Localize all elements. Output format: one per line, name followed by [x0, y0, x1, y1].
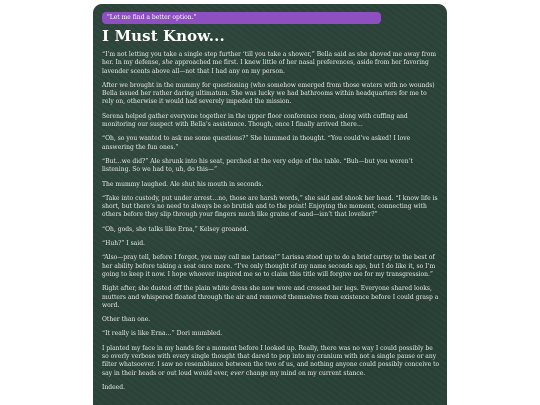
- story-paragraph: [102, 82, 440, 107]
- story-paragraph: [102, 345, 440, 378]
- story-paragraph: [102, 384, 440, 392]
- story-paragraph: [102, 330, 440, 338]
- paragraph-text: “Oh, so you wanted to ask me some questions?” She hummed in thought. “You could’ve asked! I love answering the fun ones.”: [102, 135, 411, 151]
- paragraph-text: change my mind on my current stance.: [243, 369, 366, 377]
- paragraph-text: Serena helped gather everyone together in the upper floor conference room, along with cuffing and monitoring our suspect with Bella’s assistance. Though, once I finally arrived there…: [102, 112, 408, 129]
- paragraph-text: Other than one.: [102, 316, 151, 324]
- story-body: [102, 51, 440, 392]
- story-paragraph: [102, 240, 440, 248]
- paragraph-text: “But…we did?” Ale shrunk into his seat, perched at the very edge of the table. “Buh—but you weren’t listening. So we had to, uh, do this—”: [102, 157, 413, 174]
- paragraph-text: “It really is like Erna…” Dori mumbled.: [102, 330, 223, 338]
- paragraph-text: “Huh?” I said.: [102, 240, 145, 248]
- emphasized-text: ever: [230, 369, 244, 377]
- story-paragraph: [102, 254, 440, 279]
- quote-tag: "Let me find a better option.": [102, 12, 381, 24]
- story-paragraph: [102, 158, 440, 175]
- paragraph-text: approached me first. I knew little of her nasal preferences, aside from her favoring lavender scents above all—not that I had any on my person.: [102, 59, 429, 75]
- paragraph-text: “Also—pray tell, before I forgot, you may call me Larissa!” Larissa stood up to do a brief curtsy to the best of her ability before taking a seat once more. “I’ve only thought of my name seconds ago, but I do like it, so I’m going to keep it now. I hope whoever inspired me so to claim this title will forgive me for my transgression.”: [102, 254, 436, 278]
- paragraph-text: I planted my face in my hands for a moment before I looked up. Really, there was no way I could possibly be so overly verbose with every single thought that dared to pop into my cranium with not a single pause or any filter whatsoever. I saw no resemblance between the two of us, and nothing anyone could possibly conceive to say in their heads or out loud would ever,: [102, 344, 440, 377]
- story-paragraph: [102, 181, 440, 189]
- story-paragraph: [102, 226, 440, 234]
- story-paragraph: [102, 285, 440, 310]
- story-title: I Must Know...: [102, 27, 225, 45]
- paragraph-text: “I’m not letting you take a single step further ‘till you take a shower,” Bella said as she shoved me away from her. In my defense,: [102, 51, 437, 67]
- emphasized-text: she: [162, 59, 173, 67]
- story-paragraph: [102, 195, 440, 220]
- paragraph-text: “Oh, gods, she talks like Erna,” Kelsey groaned.: [102, 225, 249, 233]
- paragraph-text: “Take into custody, put under arrest…no, those are harsh words,” she said and shook her head. “I know life is short, but there’s no need to always be so brutish and to the point! Enjoying the moment, connecting with others before they slip through your fingers much like grains of sand—isn’t that lovelier?”: [102, 194, 438, 219]
- story-paragraph: [102, 51, 440, 76]
- paragraph-text: After we brought in the mummy for questioning (who somehow emerged from those waters with no wounds) Bella issued her rather daring ultimatum. She was lucky we had bathrooms within headquarters for me to rely on, otherwise it would had severely impeded the mission.: [102, 81, 435, 106]
- paragraph-text: Indeed.: [102, 383, 125, 391]
- story-paragraph: [102, 316, 440, 324]
- story-panel: [93, 4, 447, 405]
- story-paragraph: [102, 135, 440, 152]
- story-paragraph: [102, 113, 440, 130]
- paragraph-text: The mummy laughed. Ale shut his mouth in seconds.: [102, 180, 264, 188]
- paragraph-text: Right after, she dusted off the plain white dress she now wore and crossed her legs. Everyone shared looks, mutters and whispered floated through the air and removed themselves from existence before I could grasp a word.: [102, 285, 439, 309]
